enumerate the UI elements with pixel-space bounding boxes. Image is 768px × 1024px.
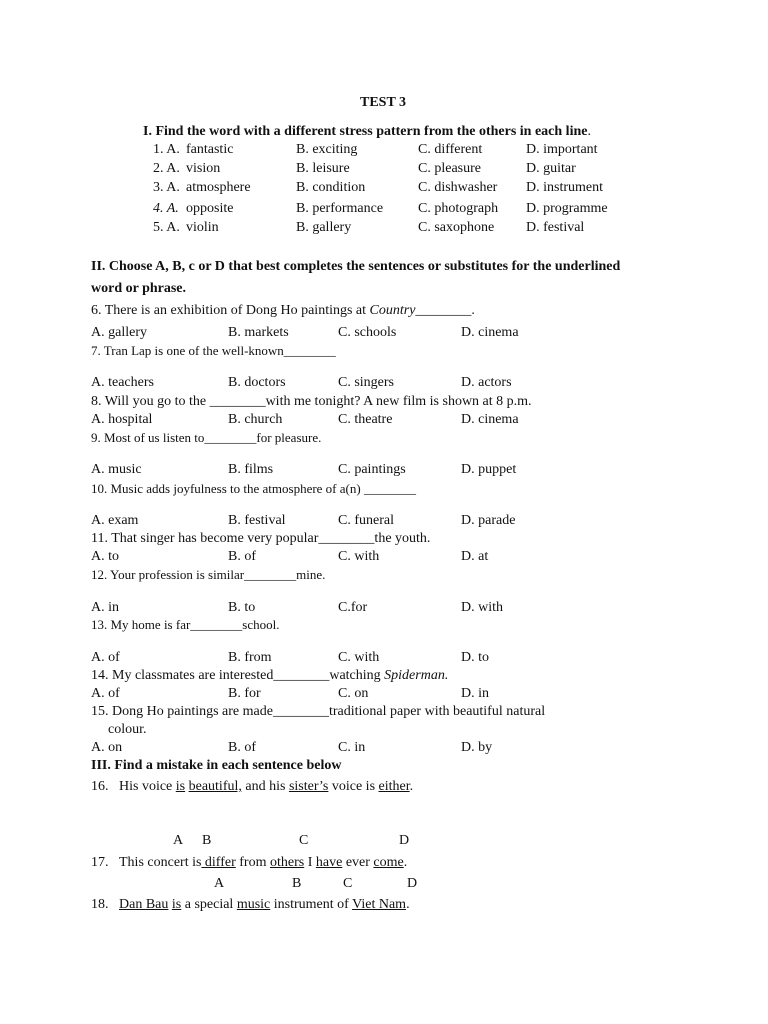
row1-num: 1. A. bbox=[153, 142, 180, 157]
q12-option-c: C.for bbox=[338, 600, 368, 615]
q11-option-d: D. at bbox=[461, 549, 489, 564]
row4-a: opposite bbox=[186, 201, 234, 216]
q17-letter-c: C bbox=[343, 876, 353, 891]
q10-option-a: A. exam bbox=[91, 513, 139, 528]
q17-option-c-word: have bbox=[315, 855, 343, 870]
section1-heading-end: . bbox=[587, 124, 591, 139]
page-title: TEST 3 bbox=[360, 95, 407, 110]
q6-italic: Country bbox=[369, 303, 416, 318]
q16-letter-a: A bbox=[173, 833, 184, 848]
q7-option-c: C. singers bbox=[338, 375, 394, 390]
row2-num: 2. A. bbox=[153, 161, 180, 176]
q15-option-d: D. by bbox=[461, 740, 493, 755]
q13-option-b: B. from bbox=[228, 650, 272, 665]
q18-text-4: . bbox=[406, 897, 410, 912]
q12-option-d: D. with bbox=[461, 600, 503, 615]
q14-option-b: B. for bbox=[228, 686, 261, 701]
q12-option-a: A. in bbox=[91, 600, 119, 615]
q18-option-a-word: Dan Bau bbox=[119, 897, 169, 912]
row5-c: C. saxophone bbox=[418, 220, 495, 235]
question-9: 9. Most of us listen to________for pleasure. bbox=[91, 430, 322, 445]
q14-option-d: D. in bbox=[461, 686, 489, 701]
q16-text-1: His voice bbox=[119, 779, 176, 794]
section1-heading-text: I. Find the word with a different stress pattern from the others in each line bbox=[143, 124, 588, 139]
q6-option-a: A. gallery bbox=[91, 325, 147, 340]
q17-option-a-word: differ bbox=[201, 855, 236, 870]
row1-a: fantastic bbox=[186, 142, 234, 157]
q6-post: ________. bbox=[415, 303, 475, 318]
question-13: 13. My home is far________school. bbox=[91, 617, 280, 632]
question-17 bbox=[91, 855, 407, 871]
q16-option-d-word: either bbox=[378, 779, 410, 794]
question-11: 11. That singer has become very popular________the youth. bbox=[91, 531, 431, 546]
q16-num: 16. bbox=[91, 779, 109, 794]
q17-letter-d: D bbox=[407, 876, 418, 891]
q18-option-d-word: Viet Nam bbox=[352, 897, 407, 912]
q16-letter-c: C bbox=[299, 833, 309, 848]
q17-option-d-word: come bbox=[373, 855, 404, 870]
row5-d: D. festival bbox=[526, 220, 585, 235]
q12-option-b: B. to bbox=[228, 600, 256, 615]
q16-text-3: and his bbox=[241, 779, 289, 794]
q7-option-d: D. actors bbox=[461, 375, 512, 390]
question-15-line2: colour. bbox=[108, 722, 147, 737]
q16-letter-d: D bbox=[399, 833, 410, 848]
q15-option-c: C. in bbox=[338, 740, 366, 755]
q18-text-3: instrument of bbox=[270, 897, 353, 912]
q16-text-4: voice is bbox=[328, 779, 379, 794]
q15-option-a: A. on bbox=[91, 740, 123, 755]
q11-option-b: B. of bbox=[228, 549, 256, 564]
q18-option-b-word: is bbox=[171, 897, 182, 912]
q8-option-c: C. theatre bbox=[338, 412, 393, 427]
row2-d: D. guitar bbox=[526, 161, 576, 176]
q17-letter-a: A bbox=[214, 876, 225, 891]
q16-option-a-word: is bbox=[175, 779, 186, 794]
row2-a: vision bbox=[186, 161, 221, 176]
q15-option-b: B. of bbox=[228, 740, 256, 755]
row4-num: 4. A. bbox=[153, 201, 179, 216]
q9-option-a: A. music bbox=[91, 462, 142, 477]
q6-option-c: C. schools bbox=[338, 325, 397, 340]
row3-c: C. dishwasher bbox=[418, 180, 498, 195]
row3-d: D. instrument bbox=[526, 180, 603, 195]
row1-d: D. important bbox=[526, 142, 598, 157]
q13-option-c: C. with bbox=[338, 650, 380, 665]
question-8: 8. Will you go to the ________with me tonight? A new film is shown at 8 p.m. bbox=[91, 394, 532, 409]
q8-option-b: B. church bbox=[228, 412, 283, 427]
q7-option-a: A. teachers bbox=[91, 375, 154, 390]
q9-option-d: D. puppet bbox=[461, 462, 517, 477]
row3-b: B. condition bbox=[296, 180, 366, 195]
q6-pre: 6. There is an exhibition of Dong Ho paintings at bbox=[91, 303, 370, 318]
q14-italic: Spiderman. bbox=[384, 668, 449, 683]
q16-option-c-word: sister’s bbox=[288, 779, 329, 794]
q17-text-2: from bbox=[235, 855, 270, 870]
section2-heading-line1: II. Choose A, B, c or D that best completes the sentences or substitutes for the underlined bbox=[91, 259, 621, 274]
q17-letter-b: B bbox=[292, 876, 302, 891]
q14-option-c: C. on bbox=[338, 686, 369, 701]
q9-option-b: B. films bbox=[228, 462, 274, 477]
q16-option-b-word: beautiful, bbox=[188, 779, 242, 794]
q18-text-2: a special bbox=[181, 897, 237, 912]
row1-b: B. exciting bbox=[296, 142, 358, 157]
q16-text-5: . bbox=[409, 779, 414, 794]
question-6 bbox=[91, 303, 475, 319]
row5-a: violin bbox=[186, 220, 219, 235]
q17-text-5: . bbox=[403, 855, 408, 870]
q18-option-c-word: music bbox=[236, 897, 271, 912]
question-10: 10. Music adds joyfulness to the atmosphere of a(n) ________ bbox=[91, 481, 416, 496]
q11-option-a: A. to bbox=[91, 549, 119, 564]
q17-text-4: ever bbox=[342, 855, 374, 870]
q14-pre: 14. My classmates are interested________watching bbox=[91, 668, 385, 683]
q13-option-d: D. to bbox=[461, 650, 489, 665]
q10-option-d: D. parade bbox=[461, 513, 516, 528]
q17-text-1: This concert is bbox=[119, 855, 202, 870]
question-16 bbox=[91, 779, 413, 795]
question-15-line1: 15. Dong Ho paintings are made________traditional paper with beautiful natural bbox=[91, 704, 546, 719]
q8-option-a: A. hospital bbox=[91, 412, 153, 427]
row3-a: atmosphere bbox=[186, 180, 251, 195]
q14-option-a: A. of bbox=[91, 686, 120, 701]
question-12: 12. Your profession is similar________mine. bbox=[91, 567, 326, 582]
row5-b: B. gallery bbox=[296, 220, 352, 235]
q13-option-a: A. of bbox=[91, 650, 120, 665]
row1-c: C. different bbox=[418, 142, 483, 157]
section3-heading: III. Find a mistake in each sentence below bbox=[91, 758, 342, 773]
row3-num: 3. A. bbox=[153, 180, 180, 195]
q10-option-b: B. festival bbox=[228, 513, 286, 528]
q6-option-d: D. cinema bbox=[461, 325, 519, 340]
q6-option-b: B. markets bbox=[228, 325, 289, 340]
q17-option-b-word: others bbox=[269, 855, 305, 870]
q17-num: 17. bbox=[91, 855, 109, 870]
row2-c: C. pleasure bbox=[418, 161, 481, 176]
q7-option-b: B. doctors bbox=[228, 375, 286, 390]
row4-c: C. photograph bbox=[418, 201, 499, 216]
question-14 bbox=[91, 668, 448, 684]
row2-b: B. leisure bbox=[296, 161, 350, 176]
q16-letter-b: B bbox=[202, 833, 212, 848]
q8-option-d: D. cinema bbox=[461, 412, 519, 427]
row4-d: D. programme bbox=[526, 201, 608, 216]
q18-num: 18. bbox=[91, 897, 109, 912]
q9-option-c: C. paintings bbox=[338, 462, 406, 477]
row5-num: 5. A. bbox=[153, 220, 180, 235]
q10-option-c: C. funeral bbox=[338, 513, 394, 528]
question-7: 7. Tran Lap is one of the well-known________ bbox=[91, 343, 336, 358]
section2-heading-line2: word or phrase. bbox=[91, 281, 187, 296]
question-18 bbox=[91, 897, 410, 913]
row4-b: B. performance bbox=[296, 201, 384, 216]
q11-option-c: C. with bbox=[338, 549, 380, 564]
q17-text-3: I bbox=[304, 855, 316, 870]
section1-heading bbox=[143, 124, 591, 140]
